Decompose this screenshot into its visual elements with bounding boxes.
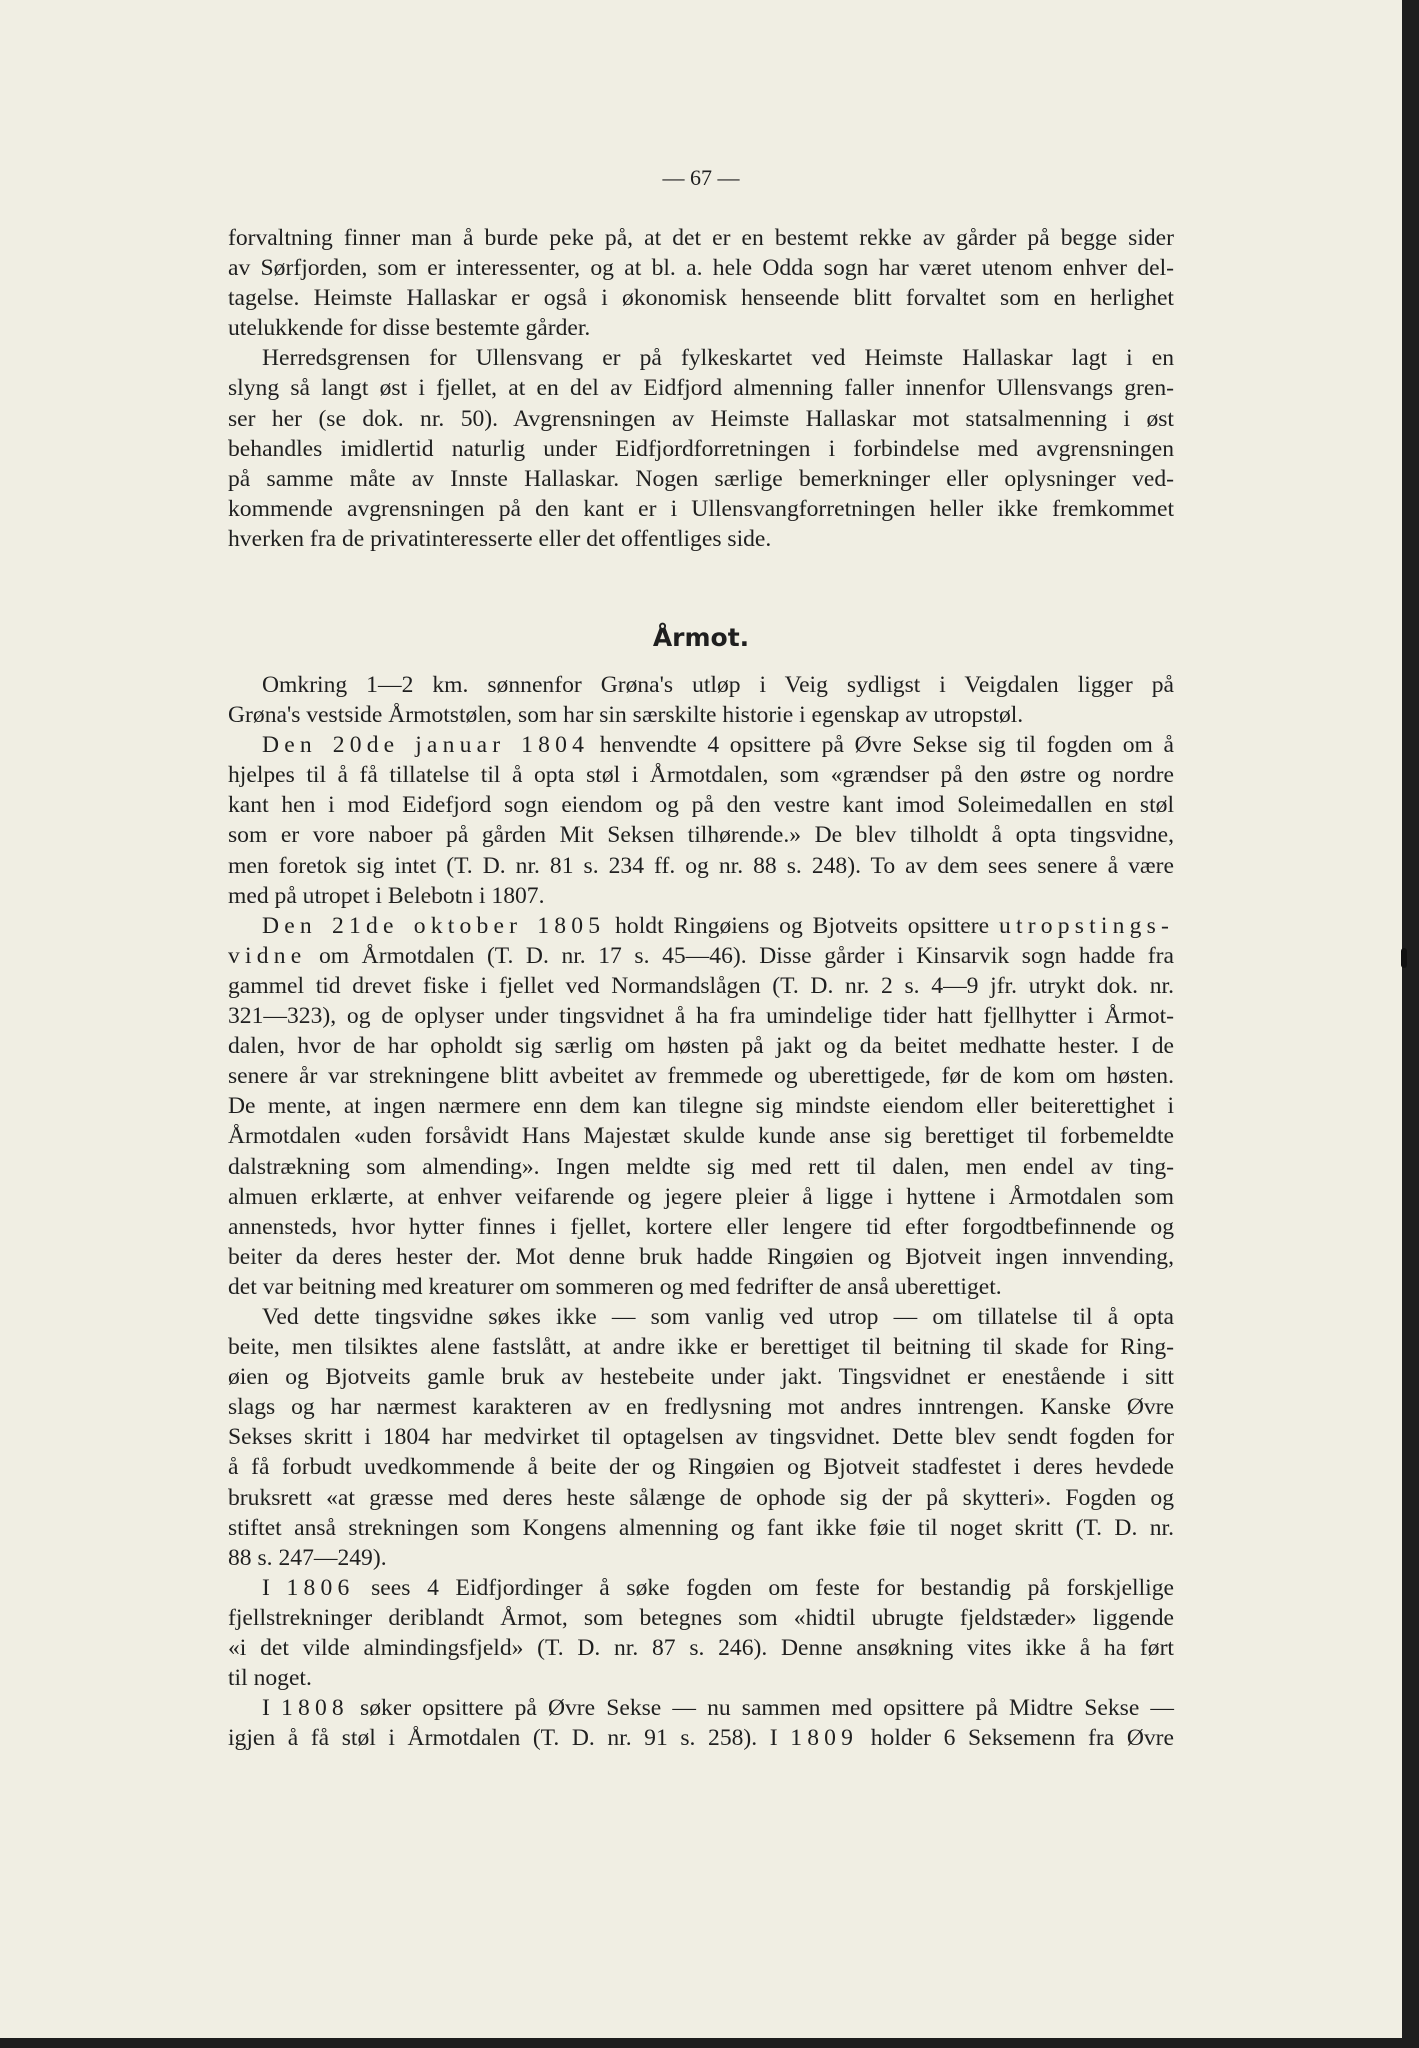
text-line: dalen, hvor de har opholdt sig særlig om høsten på jakt og da beitet medhatte hester. I de bbox=[228, 1033, 1174, 1060]
text-line: fjellstrekninger deriblandt Årmot, som betegnes som «hidtil ubrugte fjeldstæder» liggende bbox=[228, 1604, 1174, 1631]
text-line: senere år var strekningene blitt avbeitet av fremmede og uberettigede, før de kom om høsten. bbox=[228, 1063, 1174, 1090]
text-block-top bbox=[228, 223, 1174, 554]
text-line: ser her (se dok. nr. 50). Avgrensningen av Heimste Hallaskar mot statsalmenning i øst bbox=[228, 405, 1174, 432]
spaced-year: 1808 bbox=[280, 1695, 349, 1722]
spaced-term: utropstings- bbox=[998, 912, 1174, 939]
text-line: Den 21de oktober 1805 holdt Ringøiens og Bjotveits opsittere utropstings- bbox=[262, 912, 1174, 939]
text-line: kant hen i mod Eidefjord sogn eiendom og på den vestre kant imod Soleimedallen en støl bbox=[228, 792, 1174, 819]
text-line: hjelpes til å få tillatelse til å opta støl i Årmotdalen, som «grændser på den østre og nordre bbox=[228, 762, 1174, 789]
text-line: kommende avgrensningen på den kant er i Ullensvangforretningen heller ikke fremkommet bbox=[228, 495, 1174, 522]
text-line: utelukkende for disse bestemte gårder. bbox=[228, 315, 591, 342]
text-line: beiter da deres hester der. Mot denne bruk hadde Ringøien og Bjotveit ingen innvending, bbox=[228, 1243, 1174, 1270]
spaced-year: 1809 bbox=[790, 1725, 859, 1752]
text-line: behandles imidlertid naturlig under Eidfjordforretningen i forbindelse med avgrensningen bbox=[228, 435, 1174, 462]
text-line: slags og har nærmest karakteren av en fredlysning mot andres inntrengen. Kanske Øvre bbox=[228, 1394, 1174, 1421]
text-block-armot bbox=[228, 670, 1174, 1753]
page-number: — 67 — bbox=[662, 165, 740, 190]
text-line: vidne om Årmotdalen (T. D. nr. 17 s. 45—46). Disse gårder i Kinsarvik sogn hadde fra bbox=[228, 942, 1174, 969]
text-line: I 1808 søker opsittere på Øvre Sekse — nu sammen med opsittere på Midtre Sekse — bbox=[262, 1695, 1174, 1722]
text-line: øien og Bjotveits gamle bruk av hestebeite under jakt. Tingsvidnet er enestående i sitt bbox=[228, 1364, 1174, 1391]
spaced-date: Den 21de oktober 1805 bbox=[262, 912, 606, 939]
text-line: til noget. bbox=[228, 1665, 312, 1692]
text-line: I 1806 sees 4 Eidfjordinger å søke fogden om feste for bestandig på forskjellige bbox=[262, 1574, 1174, 1601]
text-line: 321—323), og de oplyser under tingsvidnet å ha fra umindelige tider hatt fjellhytter i Årmot- bbox=[228, 1003, 1174, 1030]
text-line: gammel tid drevet fiske i fjellet ved Normandslågen (T. D. nr. 2 s. 4—9 jfr. utrykt dok. nr. bbox=[228, 972, 1174, 999]
text-line: på samme måte av Innste Hallaskar. Nogen særlige bemerkninger eller oplysninger ved- bbox=[228, 465, 1174, 492]
spaced-year: 1806 bbox=[286, 1574, 355, 1601]
section-heading: Årmot. bbox=[652, 623, 750, 652]
text-line: annensteds, hvor hytter finnes i fjellet, kortere eller lengere tid efter forgodtbefinnende og bbox=[228, 1213, 1174, 1240]
text-line: Herredsgrensen for Ullensvang er på fylkeskartet ved Heimste Hallaskar lagt i en bbox=[262, 345, 1174, 372]
text-line: av Sørfjorden, som er interessenter, og at bl. a. hele Odda sogn har været utenom enhver del- bbox=[228, 255, 1174, 282]
text-line: hverken fra de privatinteresserte eller det offentliges side. bbox=[228, 525, 772, 552]
text-line: tagelse. Heimste Hallaskar er også i økonomisk henseende blitt forvaltet som en herlighet bbox=[228, 285, 1174, 312]
text-line: De mente, at ingen nærmere enn dem kan tilegne sig mindste eiendom eller beiterettighet i bbox=[228, 1093, 1174, 1120]
spaced-term: vidne bbox=[228, 942, 307, 969]
text-line: 88 s. 247—249). bbox=[228, 1544, 387, 1571]
text-line: beite, men tilsiktes alene fastslått, at andre ikke er berettiget til beitning til skade for Ring- bbox=[228, 1334, 1174, 1361]
text-line: Omkring 1—2 km. sønnenfor Grøna's utløp i Veig sydligst i Veigdalen ligger på bbox=[262, 672, 1174, 698]
text-line: men foretok sig intet (T. D. nr. 81 s. 234 ff. og nr. 88 s. 248). To av dem sees senere å være bbox=[228, 852, 1174, 879]
text-line: Grøna's vestside Årmotstølen, som har sin særskilte historie i egenskap av utropstøl. bbox=[228, 702, 1024, 729]
text-line: Sekses skritt i 1804 har medvirket til optagelsen av tingsvidnet. Dette blev sendt fogden for bbox=[228, 1424, 1174, 1451]
text-line: det var beitning med kreaturer om sommeren og med fedrifter de anså uberettiget. bbox=[228, 1273, 1002, 1300]
text-line: å få forbudt uvedkommende å beite der og Ringøien og Bjotveit stadfestet i deres hevdede bbox=[228, 1454, 1174, 1481]
text-line: Ved dette tingsvidne søkes ikke — som vanlig ved utrop — om tillatelse til å opta bbox=[262, 1303, 1174, 1330]
text-line: stiftet anså strekningen som Kongens almenning og fant ikke føie til noget skritt (T. D. nr. bbox=[228, 1514, 1174, 1541]
text-line: igjen å få støl i Årmotdalen (T. D. nr. 91 s. 258). I 1809 holder 6 Seksemenn fra Øvre bbox=[228, 1725, 1174, 1752]
text-line: Årmotdalen «uden forsåvidt Hans Majestæt skulde kunde anse sig berettiget til forbemeldte bbox=[228, 1123, 1174, 1150]
text-line: almuen erklærte, at enhver veifarende og jegere pleier å ligge i hyttene i Årmotdalen som bbox=[228, 1183, 1174, 1210]
edge-mark bbox=[1401, 948, 1407, 968]
text-line: med på utropet i Belebotn i 1807. bbox=[228, 882, 545, 909]
text-line: forvaltning finner man å burde peke på, at det er en bestemt rekke av gårder på begge sider bbox=[228, 225, 1174, 251]
text-line: som er vore naboer på gården Mit Seksen tilhørende.» De blev tilholdt å opta tingsvidne, bbox=[228, 822, 1174, 849]
text-line: bruksrett «at græsse med deres heste sålænge de ophode sig der på skytteri». Fogden og bbox=[228, 1484, 1174, 1511]
text-line: dalstrækning som almending». Ingen meldte sig med rett til dalen, men endel av ting- bbox=[228, 1153, 1174, 1180]
text-line: Den 20de januar 1804 henvendte 4 opsittere på Øvre Sekse sig til fogden om å bbox=[262, 732, 1174, 759]
spaced-date: Den 20de januar 1804 bbox=[262, 732, 590, 759]
text-line: «i det vilde almindingsfjeld» (T. D. nr. 87 s. 246). Denne ansøkning vites ikke å ha ført bbox=[228, 1635, 1174, 1661]
text-line: slyng så langt øst i fjellet, at en del av Eidfjord almenning faller innenfor Ullensvangs gren- bbox=[228, 375, 1174, 402]
